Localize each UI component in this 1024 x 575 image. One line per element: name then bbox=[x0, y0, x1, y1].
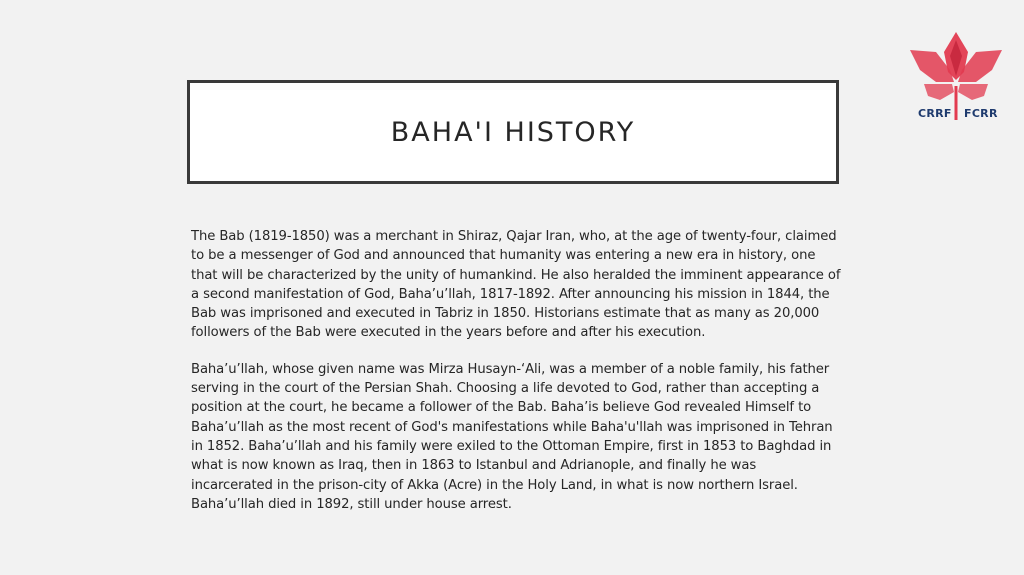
logo-text-fcrr: FCRR bbox=[964, 107, 998, 120]
slide-title: BAHA'I HISTORY bbox=[390, 116, 636, 148]
paragraph-bahaullah: Baha’u’llah, whose given name was Mirza Husayn-‘Ali, was a member of a noble family, his father serving in the court of the Persian Shah. Choosing a life devoted to God, rather than accepting a position at the court, he became a follower of the Bab. Baha’is believe God revealed Himself to Baha’u’llah as the most recent of God's manifestations while Baha'u'llah was imprisoned in Tehran in 1852. Baha’u’llah and his family were exiled to the Ottoman Empire, first in 1853 to Baghdad in what is now known as Iraq, then in 1863 to Istanbul and Adrianople, and finally he was incarcerated in the prison-city of Akka (Acre) in the Holy Land, in what is now northern Israel. Baha’u’llah died in 1892, still under house arrest. bbox=[191, 361, 833, 512]
slide-body bbox=[191, 227, 841, 531]
logo-text-crrf: CRRF bbox=[918, 107, 952, 120]
title-box bbox=[187, 80, 839, 184]
paragraph-bab: The Bab (1819-1850) was a merchant in Shiraz, Qajar Iran, who, at the age of twenty-four, claimed to be a messenger of God and announced that humanity was entering a new era in history, one that will be characterized by the unity of humankind. He also heralded the imminent appearance of a second manifestation of God, Baha’u’llah, 1817-1892. After announcing his mission in 1844, the Bab was imprisoned and executed in Tabriz in 1850. Historians estimate that as many as 20,000 followers of the Bab were executed in the years before and after his execution. bbox=[191, 229, 841, 341]
crrf-logo bbox=[906, 30, 1006, 122]
